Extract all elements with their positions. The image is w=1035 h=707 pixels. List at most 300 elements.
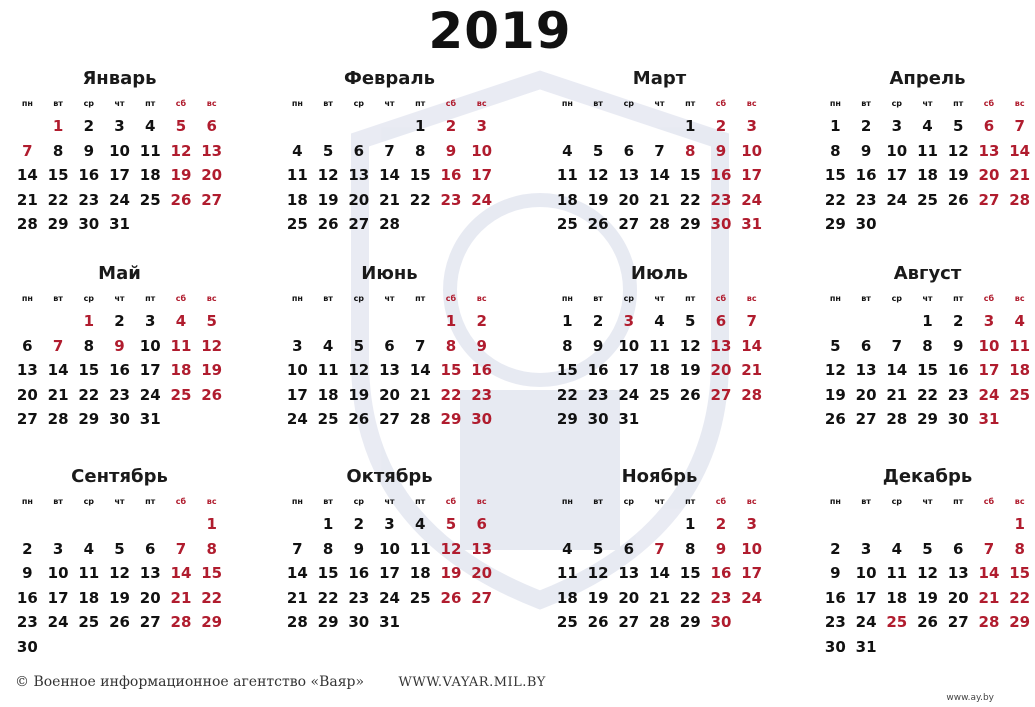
- day-cell: 30: [824, 637, 846, 656]
- day-cell: 1: [322, 515, 334, 533]
- day-cell: 12: [947, 141, 969, 160]
- day-cell: 13: [139, 564, 161, 583]
- weekday-label: ср: [353, 497, 365, 506]
- day-cell: [706, 407, 737, 432]
- day-cell: 11: [917, 141, 938, 160]
- day-cell: 26: [317, 215, 339, 234]
- day-cell: 11: [170, 336, 192, 355]
- day-cell: 13: [379, 361, 400, 380]
- day-cell: 16: [947, 361, 969, 380]
- day-cell: 10: [47, 564, 69, 583]
- weekday-label: сб: [715, 294, 727, 303]
- month-block: [820, 466, 1035, 660]
- day-cell: 2: [830, 539, 841, 558]
- day-cell: 21: [47, 385, 69, 404]
- week-row: [282, 383, 497, 408]
- weekday-label: пн: [21, 294, 33, 303]
- day-cell: 17: [741, 564, 763, 583]
- weekday-header: [12, 94, 227, 114]
- day-cell: 11: [286, 166, 308, 185]
- day-cell: 6: [353, 141, 365, 160]
- year-title: 2019: [428, 2, 572, 60]
- weekday-label: ср: [623, 99, 635, 108]
- day-cell: [1004, 407, 1035, 432]
- day-cell: 12: [917, 564, 938, 583]
- day-cell: 8: [685, 539, 696, 558]
- day-cell: 31: [379, 613, 400, 632]
- weekday-label: пн: [561, 497, 573, 506]
- day-cell: 1: [415, 117, 426, 135]
- day-cell: 17: [286, 385, 308, 404]
- day-cell: 12: [824, 361, 846, 380]
- day-cell: 21: [978, 588, 1000, 607]
- week-row: [552, 586, 767, 611]
- day-cell: 17: [471, 166, 493, 185]
- day-cell: 14: [379, 166, 400, 185]
- day-cell: 29: [679, 215, 701, 234]
- weekday-label: чт: [922, 99, 933, 108]
- week-row: [12, 358, 227, 383]
- weekday-label: чт: [384, 99, 395, 108]
- day-cell: 4: [292, 141, 303, 160]
- day-cell: 31: [139, 410, 161, 429]
- weekday-label: пт: [145, 294, 156, 303]
- week-row: [820, 114, 1035, 139]
- day-cell: 12: [587, 564, 609, 583]
- weekday-header: [552, 94, 767, 114]
- day-cell: 16: [78, 166, 100, 185]
- weekday-label: пт: [953, 294, 964, 303]
- day-cell: [943, 512, 974, 537]
- day-cell: 20: [201, 166, 223, 185]
- weekday-label: вт: [593, 497, 603, 506]
- day-cell: [881, 512, 912, 537]
- day-cell: 26: [201, 385, 223, 404]
- day-cell: 26: [587, 613, 609, 632]
- day-cell: 16: [109, 361, 130, 380]
- day-cell: 14: [16, 166, 38, 185]
- day-cell: 23: [16, 613, 38, 632]
- day-cell: 25: [556, 613, 578, 632]
- month-title: Май: [98, 263, 141, 284]
- day-cell: 7: [52, 336, 64, 355]
- day-cell: 16: [471, 361, 493, 380]
- day-cell: 26: [917, 613, 938, 632]
- day-cell: 25: [286, 215, 308, 234]
- weekday-label: сб: [983, 294, 995, 303]
- day-cell: [881, 635, 912, 660]
- month-title: Июль: [630, 263, 689, 284]
- day-cell: 22: [440, 385, 462, 404]
- weekday-label: вс: [746, 497, 757, 506]
- weekday-label: чт: [654, 497, 665, 506]
- weekday-label: пн: [561, 294, 573, 303]
- day-cell: 10: [471, 141, 493, 160]
- day-cell: 17: [855, 588, 877, 607]
- day-cell: 26: [440, 588, 462, 607]
- day-cell: 20: [139, 588, 161, 607]
- day-cell: 20: [618, 190, 640, 209]
- weekday-label: ср: [83, 294, 95, 303]
- day-cell: [135, 512, 166, 537]
- day-cell: 31: [978, 410, 1000, 429]
- day-cell: 7: [292, 539, 303, 558]
- day-cell: 16: [710, 166, 732, 185]
- day-cell: [135, 635, 166, 660]
- weekday-label: вт: [53, 497, 63, 506]
- day-cell: 15: [917, 361, 938, 380]
- day-cell: 9: [445, 141, 457, 160]
- day-cell: 18: [556, 588, 578, 607]
- week-row: [552, 537, 767, 562]
- day-cell: [12, 512, 43, 537]
- week-row: [12, 537, 227, 562]
- day-cell: 8: [830, 141, 841, 160]
- day-cell: 14: [409, 361, 431, 380]
- day-cell: 29: [317, 613, 339, 632]
- day-cell: 22: [917, 385, 938, 404]
- day-cell: [912, 212, 943, 237]
- day-cell: 15: [201, 564, 223, 583]
- day-cell: [313, 114, 344, 139]
- day-cell: 22: [78, 385, 100, 404]
- day-cell: [736, 610, 767, 635]
- day-cell: 10: [109, 141, 130, 160]
- day-cell: 20: [855, 385, 877, 404]
- day-cell: 20: [16, 385, 38, 404]
- day-cell: 28: [379, 215, 400, 234]
- day-cell: 23: [78, 190, 100, 209]
- day-cell: 2: [476, 312, 487, 330]
- weekday-label: вс: [476, 294, 487, 303]
- day-cell: 15: [78, 361, 100, 380]
- day-cell: 6: [715, 312, 727, 330]
- day-cell: 18: [409, 564, 431, 583]
- day-cell: [974, 635, 1005, 660]
- week-row: [820, 610, 1035, 635]
- day-cell: 11: [649, 336, 670, 355]
- day-cell: 7: [654, 141, 665, 160]
- day-cell: 19: [317, 190, 339, 209]
- week-row: [820, 383, 1035, 408]
- day-cell: 11: [556, 564, 578, 583]
- day-cell: 9: [830, 564, 841, 583]
- day-cell: [73, 512, 104, 537]
- day-cell: 2: [114, 312, 125, 330]
- day-cell: 21: [649, 190, 670, 209]
- day-cell: 7: [983, 539, 995, 558]
- day-cell: 5: [830, 336, 841, 355]
- day-cell: 20: [618, 588, 640, 607]
- weekday-label: вс: [206, 294, 217, 303]
- month-block: [820, 68, 1035, 237]
- month-title: Декабрь: [882, 466, 973, 487]
- weekday-label: сб: [445, 294, 457, 303]
- day-cell: 4: [562, 539, 573, 558]
- day-cell: 1: [685, 515, 696, 533]
- day-cell: 5: [353, 336, 365, 355]
- day-cell: 18: [556, 190, 578, 209]
- week-row: [552, 309, 767, 334]
- day-cell: 9: [953, 336, 964, 355]
- day-cell: 24: [741, 190, 763, 209]
- weekday-header: [282, 289, 497, 309]
- day-cell: [166, 212, 197, 237]
- day-cell: 4: [175, 312, 187, 330]
- day-cell: [613, 114, 644, 139]
- weekday-label: чт: [114, 497, 125, 506]
- day-cell: [436, 610, 467, 635]
- day-cell: 28: [978, 613, 1000, 632]
- day-cell: [552, 114, 583, 139]
- day-cell: 29: [917, 410, 938, 429]
- day-cell: 15: [679, 166, 701, 185]
- day-cell: [43, 512, 74, 537]
- day-cell: [466, 212, 497, 237]
- weekday-label: пн: [829, 99, 841, 108]
- day-cell: [12, 114, 43, 139]
- weekday-label: пт: [685, 99, 696, 108]
- day-cell: 21: [886, 385, 908, 404]
- day-cell: 4: [322, 336, 334, 355]
- day-cell: 15: [440, 361, 462, 380]
- day-cell: 31: [618, 410, 640, 429]
- day-cell: 28: [16, 215, 38, 234]
- day-cell: 20: [348, 190, 370, 209]
- day-cell: 3: [746, 117, 757, 135]
- day-cell: 18: [886, 588, 908, 607]
- day-cell: 12: [109, 564, 130, 583]
- day-cell: 14: [47, 361, 69, 380]
- day-cell: 22: [1009, 588, 1031, 607]
- weekday-label: сб: [175, 497, 187, 506]
- day-cell: 7: [384, 141, 395, 160]
- week-row: [12, 114, 227, 139]
- week-row: [820, 586, 1035, 611]
- day-cell: 4: [145, 117, 156, 135]
- week-row: [12, 334, 227, 359]
- week-row: [282, 610, 497, 635]
- day-cell: 23: [440, 190, 462, 209]
- day-cell: 28: [1009, 190, 1031, 209]
- day-cell: 18: [317, 385, 339, 404]
- weekday-header: [820, 289, 1035, 309]
- day-cell: 30: [471, 410, 493, 429]
- weekday-label: пт: [145, 497, 156, 506]
- day-cell: 3: [983, 312, 995, 330]
- day-cell: 2: [353, 515, 365, 533]
- weekday-label: ср: [891, 99, 903, 108]
- day-cell: 20: [947, 588, 969, 607]
- day-cell: 10: [139, 336, 161, 355]
- weekday-label: сб: [983, 497, 995, 506]
- day-cell: 29: [440, 410, 462, 429]
- day-cell: [644, 114, 675, 139]
- day-cell: 14: [286, 564, 308, 583]
- day-cell: 17: [47, 588, 69, 607]
- day-cell: 31: [855, 637, 877, 656]
- day-cell: 9: [114, 336, 125, 355]
- day-cell: 2: [953, 312, 964, 330]
- day-cell: 30: [348, 613, 370, 632]
- month-block: [282, 263, 497, 432]
- day-cell: 28: [47, 410, 69, 429]
- weekday-label: вс: [476, 99, 487, 108]
- day-cell: 2: [715, 117, 727, 135]
- day-cell: [104, 635, 135, 660]
- day-cell: [820, 309, 851, 334]
- weekday-header: [282, 94, 497, 114]
- day-cell: [466, 610, 497, 635]
- day-cell: 4: [83, 539, 95, 558]
- weekday-label: пт: [953, 99, 964, 108]
- day-cell: 14: [170, 564, 192, 583]
- week-row: [12, 309, 227, 334]
- day-cell: 15: [317, 564, 339, 583]
- week-row: [552, 561, 767, 586]
- weekday-label: сб: [715, 99, 727, 108]
- day-cell: 21: [170, 588, 192, 607]
- day-cell: 24: [379, 588, 400, 607]
- day-cell: 18: [286, 190, 308, 209]
- day-cell: [613, 512, 644, 537]
- day-cell: 6: [145, 539, 156, 558]
- day-cell: 9: [715, 539, 727, 558]
- day-cell: 19: [947, 166, 969, 185]
- month-title: Февраль: [343, 68, 436, 89]
- day-cell: 23: [824, 613, 846, 632]
- weekday-label: вт: [53, 294, 63, 303]
- weekday-label: вт: [861, 99, 871, 108]
- day-cell: 24: [139, 385, 161, 404]
- weekday-label: вт: [861, 294, 871, 303]
- weekday-header: [552, 289, 767, 309]
- day-cell: 24: [886, 190, 908, 209]
- weekday-label: ср: [353, 99, 365, 108]
- week-row: [12, 635, 227, 660]
- day-cell: 2: [592, 312, 604, 330]
- day-cell: 2: [445, 117, 457, 135]
- day-cell: [282, 114, 313, 139]
- week-row: [12, 610, 227, 635]
- week-row: [552, 334, 767, 359]
- day-cell: 11: [886, 564, 908, 583]
- week-row: [820, 512, 1035, 537]
- day-cell: 20: [710, 361, 732, 380]
- weekday-header: [282, 492, 497, 512]
- day-cell: [166, 512, 197, 537]
- weekday-label: вс: [1014, 497, 1025, 506]
- day-cell: 13: [618, 166, 640, 185]
- day-cell: 12: [440, 539, 462, 558]
- weekday-label: вт: [53, 99, 63, 108]
- day-cell: 10: [741, 539, 763, 558]
- day-cell: 19: [170, 166, 192, 185]
- day-cell: [912, 512, 943, 537]
- day-cell: 29: [679, 613, 701, 632]
- day-cell: 14: [649, 166, 670, 185]
- day-cell: 31: [109, 215, 130, 234]
- day-cell: [851, 309, 882, 334]
- weekday-label: чт: [114, 294, 125, 303]
- day-cell: [974, 512, 1005, 537]
- day-cell: 26: [109, 613, 130, 632]
- month-title: Июнь: [361, 263, 418, 284]
- day-cell: 8: [52, 141, 64, 160]
- day-cell: 14: [886, 361, 908, 380]
- weekday-label: пт: [415, 497, 426, 506]
- day-cell: 15: [824, 166, 846, 185]
- week-row: [282, 334, 497, 359]
- weekday-label: пн: [829, 497, 841, 506]
- day-cell: 18: [139, 166, 161, 185]
- day-cell: [881, 309, 912, 334]
- day-cell: [736, 407, 767, 432]
- day-cell: 27: [710, 385, 732, 404]
- day-cell: 30: [710, 613, 732, 632]
- day-cell: 8: [1014, 539, 1025, 558]
- day-cell: 3: [746, 515, 757, 533]
- day-cell: 25: [78, 613, 100, 632]
- week-row: [12, 586, 227, 611]
- day-cell: 5: [445, 515, 457, 533]
- weekday-label: вс: [1014, 294, 1025, 303]
- day-cell: 19: [587, 588, 609, 607]
- day-cell: 24: [286, 410, 308, 429]
- day-cell: 11: [409, 539, 431, 558]
- weekday-label: сб: [715, 497, 727, 506]
- day-cell: 24: [471, 190, 493, 209]
- weekday-label: чт: [384, 497, 395, 506]
- day-cell: 26: [348, 410, 370, 429]
- day-cell: 17: [109, 166, 130, 185]
- day-cell: 25: [917, 190, 938, 209]
- day-cell: 27: [379, 410, 400, 429]
- day-cell: [943, 212, 974, 237]
- day-cell: 9: [353, 539, 365, 558]
- day-cell: 12: [348, 361, 370, 380]
- day-cell: 6: [953, 539, 964, 558]
- day-cell: 13: [348, 166, 370, 185]
- weekday-label: ср: [83, 99, 95, 108]
- weekday-label: вс: [746, 294, 757, 303]
- week-row: [820, 561, 1035, 586]
- day-cell: 10: [886, 141, 908, 160]
- day-cell: 20: [379, 385, 400, 404]
- weekday-header: [552, 492, 767, 512]
- day-cell: [12, 309, 43, 334]
- day-cell: 14: [649, 564, 670, 583]
- day-cell: 8: [206, 539, 217, 558]
- weekday-label: чт: [384, 294, 395, 303]
- weekday-label: ср: [623, 497, 635, 506]
- day-cell: 14: [978, 564, 1000, 583]
- day-cell: 13: [947, 564, 969, 583]
- day-cell: [675, 407, 706, 432]
- day-cell: 20: [471, 564, 493, 583]
- day-cell: 5: [322, 141, 334, 160]
- month-block: [820, 263, 1035, 432]
- week-row: [282, 163, 497, 188]
- day-cell: 3: [52, 539, 64, 558]
- day-cell: 9: [592, 336, 604, 355]
- website-link[interactable]: WWW.VAYAR.MIL.BY: [398, 675, 546, 690]
- weekday-label: сб: [983, 99, 995, 108]
- day-cell: 26: [947, 190, 969, 209]
- week-row: [282, 512, 497, 537]
- week-row: [12, 188, 227, 213]
- day-cell: 21: [649, 588, 670, 607]
